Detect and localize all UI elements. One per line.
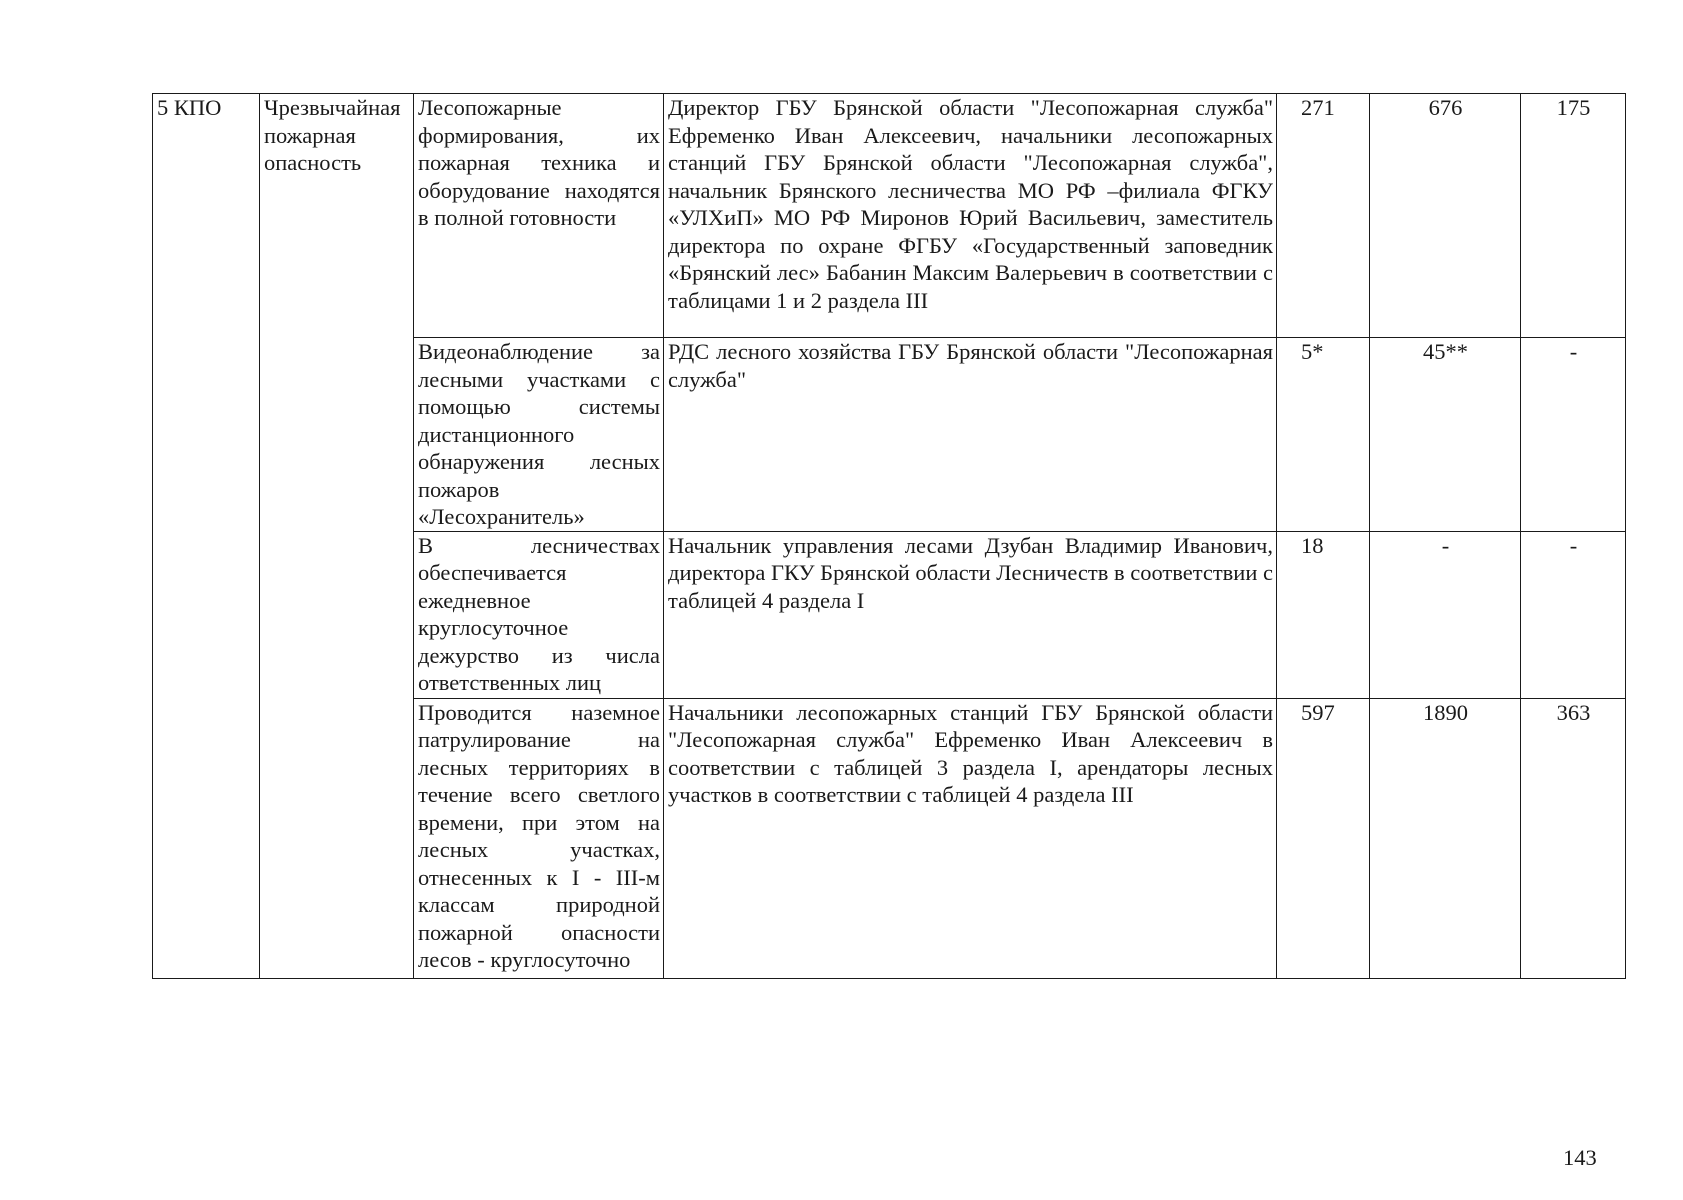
value-cell-2: 1890	[1370, 698, 1521, 978]
table-row	[153, 94, 1626, 338]
danger-class-code: 5 КПО	[153, 94, 260, 979]
page-number: 143	[1563, 1145, 1597, 1170]
value-cell-1: 597	[1277, 698, 1370, 978]
responsible-cell: Начальники лесопожарных станций ГБУ Брянской области "Лесопожарная служба" Ефременко Иван Алексеевич в соответствии с таблицей 3 раздела I, арендаторы лесных участков в соответствии с таблицей 4 раздела III	[664, 698, 1277, 978]
value-cell-2: 676	[1370, 94, 1521, 338]
responsible-cell: РДС лесного хозяйства ГБУ Брянской области "Лесопожарная служба"	[664, 338, 1277, 532]
value-cell-1: 18	[1277, 531, 1370, 698]
value-cell-2: -	[1370, 531, 1521, 698]
value-cell-3: 363	[1521, 698, 1626, 978]
danger-class-name: Чрезвычайная пожарная опасность	[260, 94, 414, 979]
fire-danger-measures-table	[152, 93, 1626, 979]
measure-cell: Проводится наземное патрулирование на лесных территориях в течение всего светлого времени, при этом на лесных участках, отнесенных к I - III-м классам природной пожарной опасности лесов - круглосуточно	[414, 698, 664, 978]
measure-cell: В лесничествах обеспечивается ежедневное круглосуточное дежурство из числа ответственных лиц	[414, 531, 664, 698]
value-cell-2: 45**	[1370, 338, 1521, 532]
value-cell-3: 175	[1521, 94, 1626, 338]
measure-cell: Лесопожарные формирования, их пожарная техника и оборудование находятся в полной готовности	[414, 94, 664, 338]
value-cell-3: -	[1521, 531, 1626, 698]
responsible-cell: Начальник управления лесами Дзубан Владимир Иванович, директора ГКУ Брянской области Лесничеств в соответствии с таблицей 4 раздела I	[664, 531, 1277, 698]
value-cell-3: -	[1521, 338, 1626, 532]
responsible-cell: Директор ГБУ Брянской области "Лесопожарная служба" Ефременко Иван Алексеевич, начальники лесопожарных станций ГБУ Брянской области "Лесопожарная служба", начальник Брянского лесничества МО РФ –филиала ФГКУ «УЛХиП» МО РФ Миронов Юрий Васильевич, заместитель директора по охране ФГБУ «Государственный заповедник «Брянский лес» Бабанин Максим Валерьевич в соответствии с таблицами 1 и 2 раздела III	[664, 94, 1277, 338]
measure-cell: Видеонаблюдение за лесными участками с помощью системы дистанционного обнаружения лесных пожаров «Лесохранитель»	[414, 338, 664, 532]
value-cell-1: 5*	[1277, 338, 1370, 532]
value-cell-1: 271	[1277, 94, 1370, 338]
